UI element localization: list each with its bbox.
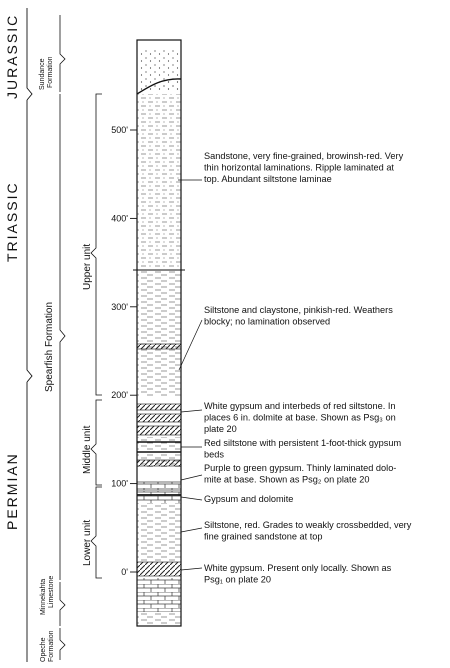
leader-white-gypsum [181,568,202,570]
bracket-sundance [60,15,65,92]
unit-lower: Lower unit [82,519,93,566]
leader-gypsum-dolomite [181,497,202,500]
description-texts [204,151,412,585]
column-minnekahta-limestone [137,578,181,612]
bracket-opeche [60,628,65,660]
column-opeche [137,612,181,626]
unit-brackets [91,94,102,578]
description-line: beds [204,449,224,460]
column-hatch-bed-3 [137,426,181,435]
description-line: blocky; no lamination observed [204,316,331,327]
depth-scale [111,125,137,577]
formation-labels [39,56,55,662]
leader-white-gypsum-interbeds [181,410,202,412]
depth-tick-label: 400' [111,213,128,224]
description-5 [204,463,396,485]
formation-opeche-line2: Formation [48,630,55,662]
description-line: Red siltstone with persistent 1-foot-thick gypsum [204,438,402,448]
description-line: places 6 in. dolmite at base. Shown as Psg₃ on [204,412,396,423]
description-line: mite at base. Shown as Psg₂ on plate 20 [204,474,370,485]
depth-tick-label: 300' [111,301,128,312]
lithologic-column [133,40,185,626]
description-line: Gypsum and dolomite [204,494,294,504]
leader-purple-green-gypsum [181,475,202,480]
description-line: thin horizontal laminations. Ripple laminated at [204,162,394,173]
column-upper-sandstone [137,94,181,270]
description-4 [204,438,401,460]
description-line: Psg₁ on plate 20 [204,574,271,585]
period-labels [4,14,20,530]
unit-labels [82,244,93,566]
description-3 [204,401,396,434]
description-line: fine grained sandstone at top [204,531,323,542]
formation-opeche-line1: Opeche [40,637,47,662]
description-line: Sandstone, very fine-grained, browinsh-red. Very [204,151,404,161]
column-siltstone-claystone [137,270,181,396]
formation-minnekahta-line1: Minnekahta [40,578,47,615]
formation-spearfish: Spearfish Formation [44,301,55,392]
period-jurassic: JURASSIC [4,13,20,99]
formation-brackets [60,15,65,660]
unit-upper: Upper unit [82,243,93,290]
column-hatch-bed-2 [137,414,181,422]
bracket-minnekahta [60,582,65,626]
description-line: plate 20 [204,424,237,434]
leader-siltstone-red [181,528,202,532]
column-hatch-bed-4 [137,460,181,466]
period-brackets [27,8,32,662]
bracket-triassic [27,100,32,382]
description-line: Siltstone, red. Grades to weakly crossbedded, very [204,520,412,530]
description-line: Purple to green gypsum. Thinly laminated dolo- [204,463,397,473]
column-white-gypsum-base [137,562,181,576]
description-line: White gypsum. Present only locally. Shown as [204,563,392,573]
depth-tick-label: 0' [121,567,128,577]
description-7 [204,520,412,542]
unit-middle: Middle unit [82,425,93,474]
bracket-spearfish [60,94,65,580]
period-triassic: TRIASSIC [4,181,20,262]
period-permian: PERMIAN [4,452,20,530]
description-8 [204,563,392,585]
leader-siltstone-claystone [179,320,202,370]
formation-sundance-line1: Sundance [39,58,46,90]
column-siltstone-red [137,503,181,562]
depth-tick-label: 200' [111,390,128,401]
bracket-jurassic [27,8,32,100]
depth-tick-label: 500' [111,125,128,135]
leader-lines [178,180,202,570]
description-6 [204,494,293,504]
description-line: top. Abundant siltstone laminae [204,174,332,184]
column-sundance-top [137,40,181,48]
column-hatch-bed-1 [137,404,181,410]
column-hatch-bed-upper [137,344,181,349]
column-gypsum-dolomite [137,491,181,503]
description-2 [204,305,393,327]
description-line: White gypsum and interbeds of red siltstone. In [204,401,396,411]
formation-minnekahta-line2: Limestone [48,575,55,608]
formation-sundance-line2: Formation [47,56,54,88]
description-1 [204,151,404,184]
description-line: Siltstone and claystone, pinkish-red. Weathers [204,305,393,315]
column-dolomite-base-1 [137,482,181,490]
depth-tick-label: 100' [111,478,128,489]
